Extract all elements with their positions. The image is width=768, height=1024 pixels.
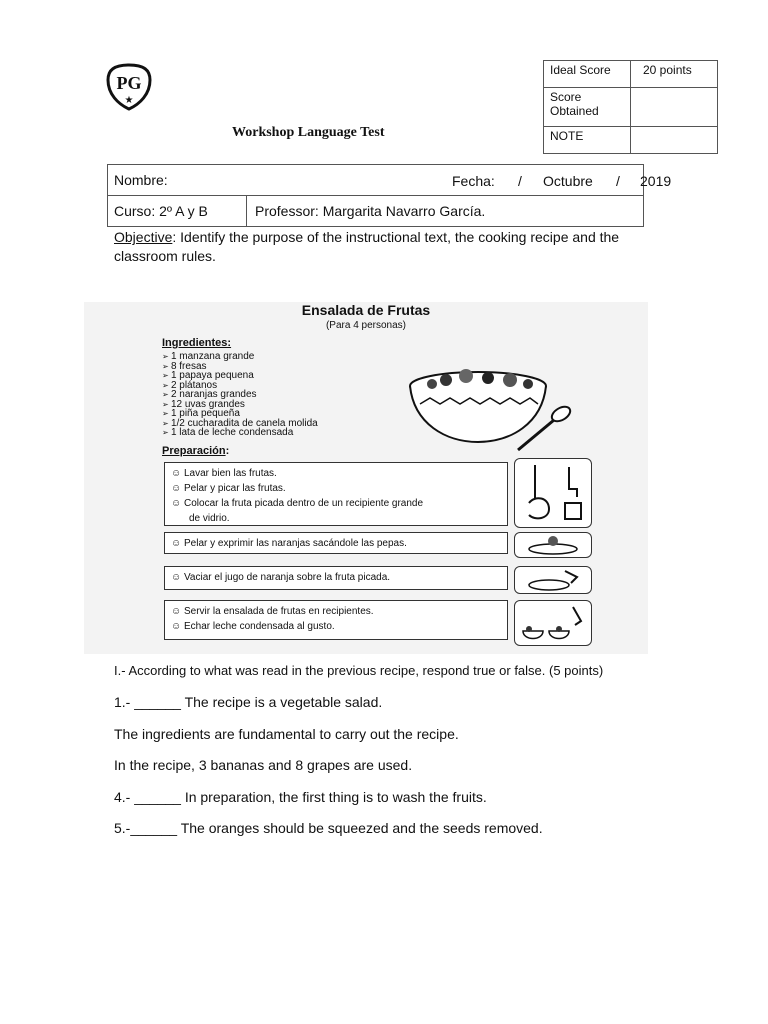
step-line: ☺ Servir la ensalada de frutas en recipientes. (171, 604, 501, 619)
recipe-subtitle: (Para 4 personas) (325, 320, 407, 331)
objective (114, 228, 654, 266)
date-year: 2019 (640, 173, 672, 189)
question-2: The ingredients are fundamental to carry out the recipe. (114, 726, 459, 742)
note-label: NOTE (544, 127, 631, 154)
score-table (543, 60, 718, 154)
preparation-step (164, 600, 508, 640)
name-label: Nombre: (114, 172, 168, 188)
step-line: ☺ Pelar y picar las frutas. (171, 481, 501, 496)
objective-label: Objective (114, 229, 173, 245)
ingredient-item: ➢ 1 papaya pequena (162, 371, 318, 381)
ingredient-item: ➢ 1 lata de leche condensada (162, 428, 318, 438)
ingredient-item: ➢ 12 uvas grandes (162, 400, 318, 410)
ideal-score-label: Ideal Score (544, 61, 631, 88)
step-line: de vidrio. (189, 513, 230, 524)
question-4: 4.- ______ In preparation, the first thing is to wash the fruits. (114, 789, 487, 805)
ingredient-item: ➢ 2 naranjas grandes (162, 390, 318, 400)
recipe-title: Ensalada de Frutas (301, 302, 431, 318)
recipe-image (84, 302, 648, 654)
question-1: 1.- ______ The recipe is a vegetable salad. (114, 694, 383, 710)
washing-hands-icon (514, 458, 592, 528)
preparation-step (164, 462, 508, 526)
step-line: ☺ Echar leche condensada al gusto. (171, 619, 501, 634)
test-title: Workshop Language Test (232, 125, 385, 140)
ingredient-item: ➢ 1 piña pequeña (162, 409, 318, 419)
school-logo-icon (104, 62, 154, 112)
step-line: ☺ Lavar bien las frutas. (171, 466, 501, 481)
step-line: ☺ Vaciar el jugo de naranja sobre la fruta picada. (171, 570, 501, 585)
preparation-heading-colon: : (225, 445, 230, 457)
step-line: ☺ Pelar y exprimir las naranjas sacándole las pepas. (171, 536, 501, 551)
note-field[interactable] (631, 127, 718, 154)
ingredient-item: ➢ 8 fresas (162, 362, 318, 372)
preparation-heading-label: Preparación (162, 445, 226, 457)
name-date-row (108, 165, 672, 196)
course-cell: Curso: 2º A y B (108, 196, 247, 227)
ideal-score-value: 20 points (631, 61, 718, 88)
step-line: ☺ Colocar la fruta picada dentro de un recipiente grande (171, 496, 501, 511)
preparation-heading (162, 445, 229, 457)
preparation-step (164, 566, 508, 590)
date-separator: / (518, 173, 522, 189)
ingredients-heading: Ingredientes: (162, 337, 232, 349)
student-info-table (107, 164, 672, 227)
professor-cell: Professor: Margarita Navarro García. (247, 196, 644, 227)
pouring-juice-icon (514, 566, 592, 594)
question-5: 5.-______ The oranges should be squeezed and the seeds removed. (114, 820, 543, 836)
svg-text:★: ★ (124, 95, 134, 106)
date-label: Fecha: (452, 173, 495, 189)
salad-bowl-icon (406, 364, 576, 464)
date-month: Octubre (543, 173, 593, 189)
question-3: In the recipe, 3 bananas and 8 grapes are used. (114, 757, 413, 773)
ingredient-item: ➢ 1/2 cucharadita de canela molida (162, 419, 318, 429)
serving-bowls-icon (514, 600, 592, 646)
score-obtained-field[interactable] (631, 88, 718, 127)
svg-text:PG: PG (116, 73, 142, 93)
score-obtained-label: Score Obtained (544, 88, 631, 127)
objective-text: : Identify the purpose of the instructional text, the cooking recipe and the classroom rules. (114, 229, 620, 264)
ingredient-item: ➢ 1 manzana grande (162, 352, 318, 362)
ingredients-list (162, 352, 318, 438)
preparation-step (164, 532, 508, 554)
date-separator: / (616, 173, 620, 189)
ingredient-item: ➢ 2 plátanos (162, 381, 318, 391)
orange-squeezer-icon (514, 532, 592, 558)
question-instructions: I.- According to what was read in the previous recipe, respond true or false. (5 points) (114, 663, 604, 678)
